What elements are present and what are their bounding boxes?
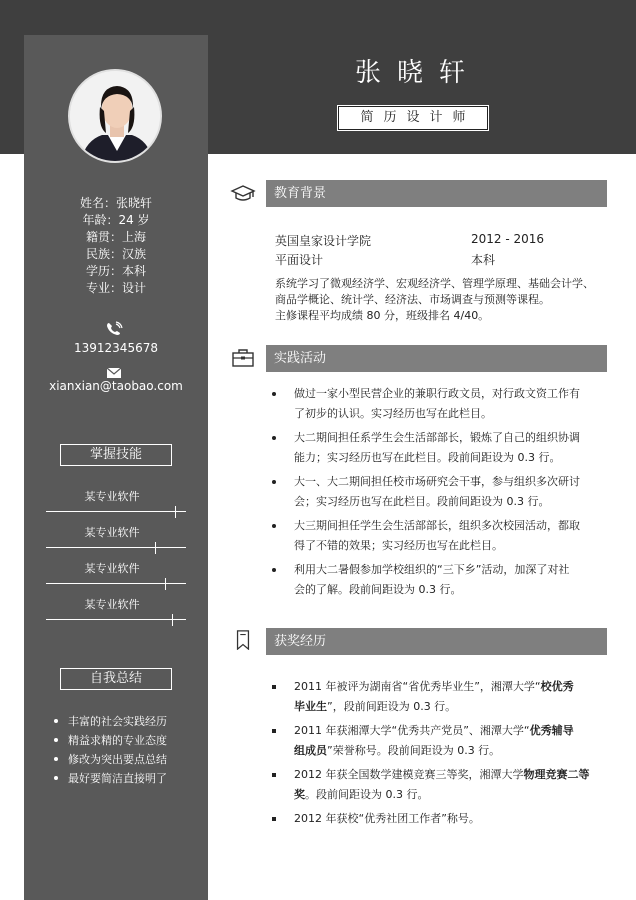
item-line: 大一、大二期间担任校市场研究会干事，参与组织多次研讨 bbox=[294, 475, 580, 488]
practice-heading: 实践活动 bbox=[266, 345, 607, 372]
info-ethnicity: 民族：汉族 bbox=[85, 247, 146, 261]
skill-item bbox=[46, 560, 186, 590]
skill-label: 某专业软件 bbox=[84, 562, 140, 575]
education-row bbox=[275, 251, 575, 268]
phone-number: 13912345678 bbox=[74, 341, 158, 355]
school-name: 英国皇家设计学院 bbox=[275, 234, 372, 248]
item-line: 得了不错的效果；实习经历也写在此栏目。 bbox=[294, 539, 503, 552]
skill-bar bbox=[46, 614, 186, 626]
resume-name: 张晓轩 bbox=[354, 58, 481, 88]
graduation-cap-icon bbox=[230, 184, 256, 204]
description-line: 商品学概论、统计学、经济法、市场调查与预测等课程。 bbox=[275, 293, 550, 306]
item-text: 2012 年获全国数学建模竞赛三等奖，湘潭大学 bbox=[294, 768, 524, 781]
item-line: 会的了解。段前间距设为 0.3 行。 bbox=[294, 583, 462, 596]
skill-item bbox=[46, 524, 186, 554]
skill-label: 某专业软件 bbox=[84, 490, 140, 503]
item-highlight: 物理竞赛二等 bbox=[523, 768, 590, 781]
education-heading: 教育背景 bbox=[266, 180, 607, 207]
list-item bbox=[272, 428, 602, 468]
skill-bar bbox=[46, 506, 186, 518]
list-item bbox=[272, 677, 602, 717]
list-item: 丰富的社会实践经历 bbox=[54, 712, 204, 731]
description-line: 系统学习了微观经济学、宏观经济学、管理学原理、基础会计学、 bbox=[275, 277, 594, 290]
mail-icon bbox=[104, 366, 124, 380]
list-item: 修改为突出要点总结 bbox=[54, 750, 204, 769]
study-period: 2012 - 2016 bbox=[471, 232, 545, 246]
major-name: 平面设计 bbox=[275, 253, 324, 267]
email-address: xianxian@taobao.com bbox=[49, 379, 183, 393]
item-line: 会；实习经历也写在此栏目。段前间距设为 0.3 行。 bbox=[294, 495, 550, 508]
list-item bbox=[272, 560, 602, 600]
skill-label: 某专业软件 bbox=[84, 598, 140, 611]
item-text: 2011 年被评为湖南省“省优秀毕业生”，湘潭大学“ bbox=[294, 680, 541, 693]
item-line: 大三期间担任学生会生活部部长，组织多次校园活动，都取 bbox=[294, 519, 580, 532]
info-major: 专业：设计 bbox=[85, 281, 146, 295]
item-line: 能力；实习经历也写在此栏目。段前间距设为 0.3 行。 bbox=[294, 451, 561, 464]
list-item: 精益求精的专业态度 bbox=[54, 731, 204, 750]
info-hometown: 籍贯：上海 bbox=[85, 230, 146, 244]
item-highlight: 奖 bbox=[294, 788, 305, 801]
item-text: 2011 年获湘潭大学“优秀共产党员”、湘潭大学“ bbox=[294, 724, 530, 737]
item-line: 利用大二暑假参加学校组织的“三下乡”活动，加深了对社 bbox=[294, 563, 570, 576]
list-item bbox=[272, 472, 602, 512]
item-highlight: 优秀辅导 bbox=[529, 724, 574, 737]
info-education: 学历：本科 bbox=[85, 264, 146, 278]
skill-bar bbox=[46, 542, 186, 554]
skills-heading: 掌握技能 bbox=[60, 444, 172, 466]
awards-list bbox=[272, 677, 602, 833]
info-name: 姓名：张晓轩 bbox=[79, 196, 152, 210]
skill-label: 某专业软件 bbox=[84, 526, 140, 539]
item-text: 。段前间距设为 0.3 行。 bbox=[305, 788, 429, 801]
education-description bbox=[275, 276, 605, 324]
list-item bbox=[272, 516, 602, 556]
list-item: 最好要简洁直接明了 bbox=[54, 769, 204, 788]
skill-item bbox=[46, 488, 186, 518]
bookmark-icon bbox=[230, 630, 256, 650]
skill-item bbox=[46, 596, 186, 626]
education-row bbox=[275, 232, 575, 249]
item-line: 做过一家小型民营企业的兼职行政文员，对行政文资工作有 bbox=[294, 387, 580, 400]
list-item bbox=[272, 721, 602, 761]
list-item bbox=[272, 765, 602, 805]
list-item bbox=[272, 384, 602, 424]
awards-heading: 获奖经历 bbox=[266, 628, 607, 655]
item-highlight: 校优秀 bbox=[540, 680, 574, 693]
description-line: 主修课程平均成绩 80 分，班级排名 4/40。 bbox=[275, 309, 490, 322]
item-highlight: 组成员 bbox=[294, 744, 327, 757]
personal-info bbox=[24, 195, 208, 297]
info-age: 年龄：24 岁 bbox=[82, 213, 150, 227]
item-text: ”，段前间距设为 0.3 行。 bbox=[327, 700, 457, 713]
item-text: 2012 年获校“优秀社团工作者”称号。 bbox=[294, 812, 480, 825]
summary-heading: 自我总结 bbox=[60, 668, 172, 690]
avatar bbox=[68, 69, 162, 163]
briefcase-icon bbox=[230, 348, 256, 368]
item-text: ”荣誉称号。段前间距设为 0.3 行。 bbox=[327, 744, 501, 757]
summary-list bbox=[54, 712, 204, 788]
item-line: 了初步的认识。实习经历也写在此栏目。 bbox=[294, 407, 492, 420]
item-line: 大二期间担任系学生会生活部部长，锻炼了自己的组织协调 bbox=[294, 431, 580, 444]
list-item bbox=[272, 809, 602, 829]
phone-icon bbox=[104, 321, 124, 337]
resume-subtitle: 简历设计师 bbox=[338, 106, 488, 130]
item-highlight: 毕业生 bbox=[294, 700, 327, 713]
skill-bar bbox=[46, 578, 186, 590]
practice-list bbox=[272, 384, 602, 604]
sidebar bbox=[24, 35, 208, 900]
portrait-photo bbox=[70, 71, 162, 163]
degree: 本科 bbox=[471, 253, 496, 267]
